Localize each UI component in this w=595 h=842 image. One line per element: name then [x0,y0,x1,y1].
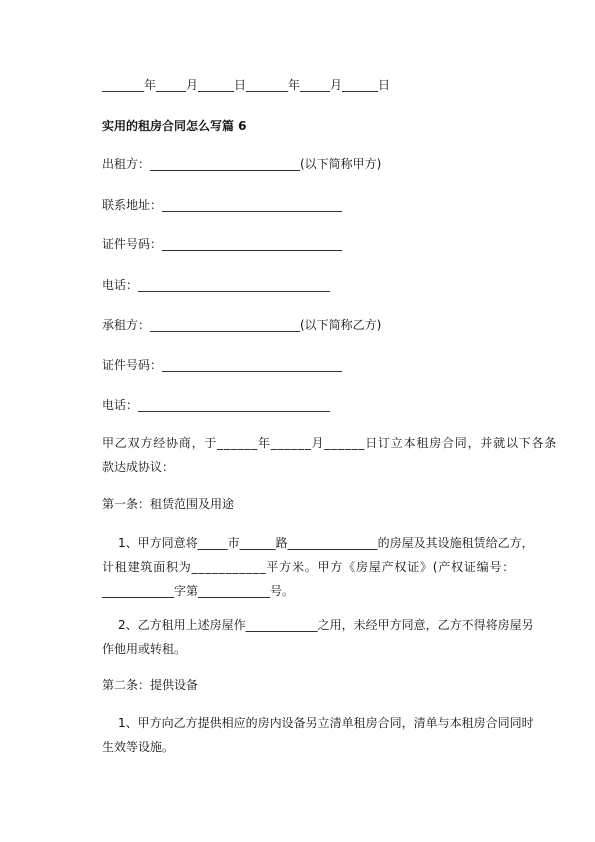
article1-item2-cont [102,637,534,661]
article1-item2 [118,613,534,637]
phone-field-1: 电话：________________________________ [102,278,331,292]
lessee-field: 承租方：_________________________(以下简称乙方) [102,318,382,332]
contact-address-field: 联系地址：______________________________ [102,198,343,212]
article2-heading: 第二条：提供设备 [102,678,199,692]
article-line: 计租建筑面积为___________平方米。甲方《房屋产权证》(产权证编号： [102,560,516,574]
article-line: 生效等设施。 [102,740,175,754]
article-line: 2、乙方租用上述房屋作____________之用，未经甲方同意，乙方不得将房屋另 [118,618,534,632]
article2-item1-cont [102,735,534,759]
date-line: _______年_____月______日_______年_____月______日 [102,78,391,92]
agreement-line: 甲乙双方经协商，于______年______月______日订立本租房合同，并就以下各条 [102,436,558,450]
article-line: 1、甲方同意将_____市______路_______________的房屋及其设施租赁给乙方， [118,536,534,550]
phone-field-2: 电话：________________________________ [102,398,331,412]
article1-item1-cont [102,555,534,603]
article2-item1 [118,711,534,735]
agreement-paragraph [102,431,558,479]
article-line: 1、甲方向乙方提供相应的房内设备另立清单租房合同，清单与本租房合同同时 [118,716,534,730]
document-title: 实用的租房合同怎么写篇 6 [102,119,247,133]
id-number-field-2: 证件号码：______________________________ [102,358,343,372]
article-line: ____________字第____________号。 [102,584,295,598]
lessor-field: 出租方：_________________________(以下简称甲方) [102,157,382,171]
article1-item1 [118,531,534,555]
article1-heading: 第一条：租赁范围及用途 [102,497,235,511]
article-line: 作他用或转租。 [102,642,187,656]
id-number-field-1: 证件号码：______________________________ [102,237,343,251]
agreement-line: 款达成协议： [102,460,175,474]
